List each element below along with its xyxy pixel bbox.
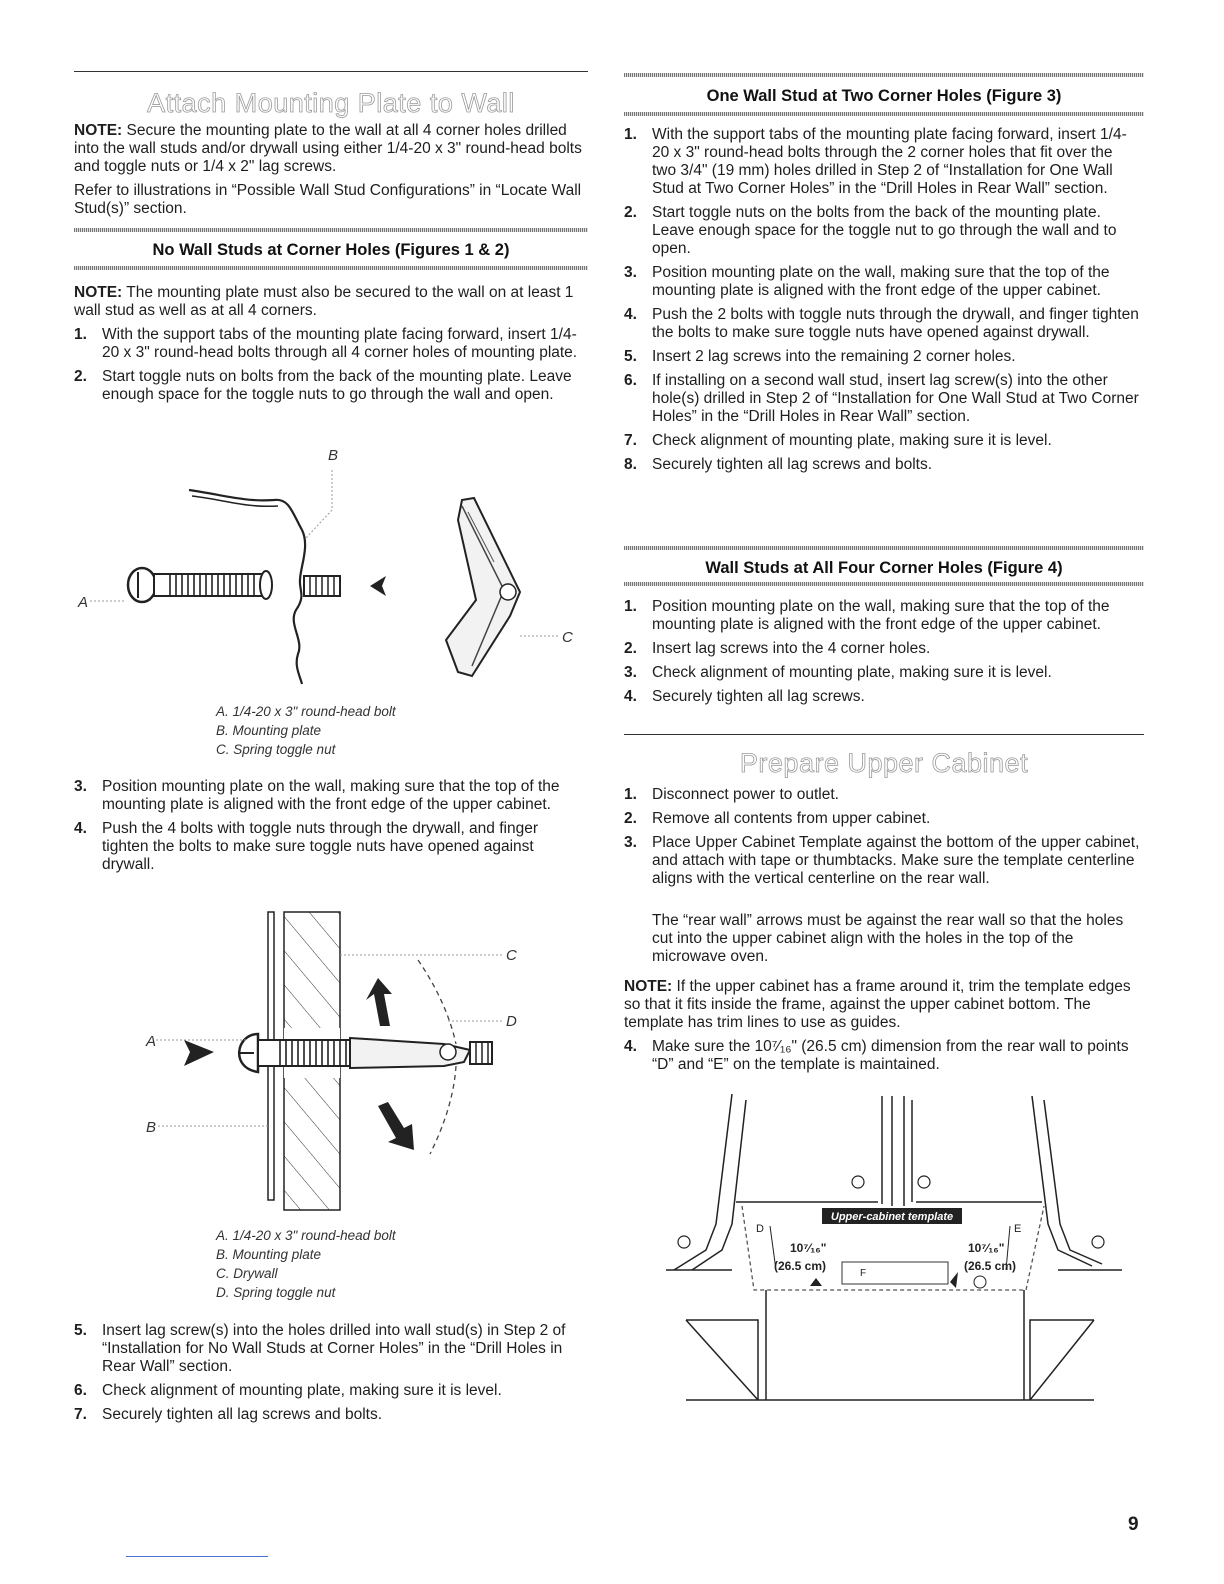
rotation-path-lower [430, 1066, 456, 1154]
list-item [74, 820, 586, 874]
note3-label: NOTE: [624, 978, 673, 995]
section3-steps [624, 786, 1140, 894]
steps-list-a [74, 326, 586, 410]
caption-line: C. Drywall [216, 1266, 278, 1281]
template-hole-circle [974, 1276, 986, 1288]
step-text: Push the 2 bolts with toggle nuts through the drywall, and finger tighten the bolts to make sure toggle nuts have opened against drywall. [652, 306, 1139, 341]
note3-text: If the upper cabinet has a frame around it, trim the template edges so that it fits inside the frame, against the upper cabinet bottom. The template has trim lines to use as guides. [624, 978, 1131, 1031]
label-f: F [860, 1268, 867, 1279]
note2-label: NOTE: [74, 284, 123, 301]
subsection-title-one-stud: One Wall Stud at Two Corner Holes (Figure 3) [706, 87, 1062, 105]
figure1-captions [216, 702, 396, 759]
hatch-rule [74, 266, 588, 270]
list-item [624, 664, 1140, 682]
step-number: 2. [74, 368, 87, 385]
list-item [624, 688, 1140, 706]
microwave-left [686, 1320, 758, 1400]
step-text: Push the 4 bolts with toggle nuts through the drywall, and finger tighten the bolts to make sure toggle nuts have opened against drywall. [102, 820, 538, 873]
section-rule [624, 734, 1144, 735]
note3-paragraph [624, 978, 1140, 1032]
note-label: NOTE: [74, 122, 123, 139]
figure2-label-b: B [146, 1119, 157, 1136]
steps-list-c [74, 1322, 586, 1430]
section2-steps [624, 598, 1140, 712]
step-text: Check alignment of mounting plate, making sure it is level. [652, 664, 1052, 681]
note2-paragraph [74, 284, 586, 320]
figure1-label-a: A [78, 594, 89, 611]
refer-paragraph: Refer to illustrations in “Possible Wall Stud Configurations” in “Locate Wall Stud(s)” section. [74, 182, 582, 217]
step-number: 4. [624, 1038, 637, 1055]
toggle-nut-hole [500, 584, 516, 600]
note-text: Secure the mounting plate to the wall at all 4 corner holes drilled into the wall studs and/or drywall using either 1/4-20 x 3" round-head bolts and toggle nuts or 1/4 x 2" lag screws. [74, 122, 582, 175]
list-item [624, 204, 1140, 258]
step-number: 4. [74, 820, 87, 837]
rear-wall-paragraph: The “rear wall” arrows must be against the rear wall so that the holes cut into the upper cabinet align with the holes in the top of the microwave oven. [652, 912, 1124, 965]
step-text: Insert 2 lag screws into the remaining 2 corner holes. [652, 348, 1016, 365]
section-title-attach: Attach Mounting Plate to Wall [147, 88, 515, 118]
step-number: 1. [74, 326, 87, 343]
step-number: 3. [624, 664, 637, 681]
section-title-prepare: Prepare Upper Cabinet [739, 748, 1029, 778]
direction-arrow-icon [370, 576, 386, 596]
caption-line: A. 1/4-20 x 3" round-head bolt [216, 704, 396, 719]
knob-circle [852, 1176, 864, 1188]
list-item [74, 368, 586, 404]
knob-circle [678, 1236, 690, 1248]
template-inner-box [842, 1262, 948, 1284]
knob-circle [1092, 1236, 1104, 1248]
step-number: 3. [74, 778, 87, 795]
step-number: 5. [74, 1322, 87, 1339]
figure2-captions [216, 1226, 396, 1302]
step-number: 6. [74, 1382, 87, 1399]
step-number: 3. [624, 264, 637, 281]
list-item [624, 432, 1140, 450]
step-number: 2. [624, 640, 637, 657]
knob-circle [918, 1176, 930, 1188]
figure2-label-c: C [506, 947, 517, 964]
step-text: Securely tighten all lag screws. [652, 688, 865, 705]
rotate-up-arrow-icon [366, 978, 392, 1026]
caption-line: B. Mounting plate [216, 1247, 322, 1262]
marker-arrow-icon [810, 1278, 822, 1286]
label-d: D [756, 1223, 764, 1235]
subsection-title-four-studs: Wall Studs at All Four Corner Holes (Figure 4) [705, 559, 1063, 577]
hatch-rule [624, 546, 1144, 550]
list-item [624, 834, 1140, 888]
label-e: E [1014, 1223, 1022, 1235]
step-text: Insert lag screw(s) into the holes drilled into wall stud(s) in Step 2 of “Installation for No Wall Studs at Corner Holes” in the “Drill Holes in Rear Wall” section. [102, 1322, 566, 1375]
step-text: If installing on a second wall stud, insert lag screw(s) into the other hole(s) drilled in Step 2 of “Installation for One Wall Stud at Two Corner Holes” in the “Drill Holes in Rear Wall” section. [652, 372, 1139, 425]
top-rule [74, 71, 588, 72]
step-text: Start toggle nuts on the bolts from the back of the mounting plate. Leave enough space for the toggle nut to go through the wall and to open. [652, 204, 1117, 257]
footer-rule [126, 1556, 268, 1557]
step-text: With the support tabs of the mounting plate facing forward, insert 1/4-20 x 3" round-head bolts through the 2 corner holes that fit over the two 3/4" (19 mm) holes drilled in Step 2 of “Installation for One Wall Stud at Two Corner Holes” in the “Drill Holes in Rear Wall” section. [652, 126, 1127, 197]
step-text: Check alignment of mounting plate, making sure it is level. [652, 432, 1052, 449]
hatch-rule [624, 112, 1144, 116]
step-text: Insert lag screws into the 4 corner holes. [652, 640, 931, 657]
cabinet-left-edge-inner [692, 1100, 746, 1270]
list-item [624, 456, 1140, 474]
rotation-path-upper [418, 960, 456, 1044]
step-text: Start toggle nuts on bolts from the back of the mounting plate. Leave enough space for the toggle nuts to go through the wall and open. [102, 368, 572, 403]
figure1-label-b: B [328, 447, 339, 464]
microwave-right [1030, 1320, 1094, 1400]
dim-left: 10⁷⁄₁₆" [790, 1241, 827, 1255]
step-number: 3. [624, 834, 637, 851]
list-item [624, 126, 1140, 198]
bolt-shaft [154, 574, 268, 596]
step-number: 2. [624, 204, 637, 221]
dim-right-cm: (26.5 cm) [964, 1259, 1017, 1273]
list-item [624, 598, 1140, 634]
step-number: 2. [624, 810, 637, 827]
step-text: Place Upper Cabinet Template against the bottom of the upper cabinet, and attach with tape or thumbtacks. Make sure the template centerline aligns with the vertical centerline on the rear wall. [652, 834, 1140, 887]
hatch-rule [624, 582, 1144, 586]
list-item [624, 810, 1140, 828]
step-text: Position mounting plate on the wall, making sure that the top of the mounting plate is aligned with the front edge of the upper cabinet. [652, 598, 1110, 633]
figure2-label-d: D [506, 1013, 517, 1030]
bolt-collar [260, 571, 272, 599]
caption-line: D. Spring toggle nut [216, 1285, 336, 1300]
note2-text: The mounting plate must also be secured to the wall on at least 1 wall stud as well as at all 4 corners. [74, 284, 574, 319]
marker-arrow-icon [950, 1272, 958, 1288]
list-item [624, 348, 1140, 366]
figure-3-upper-cabinet [646, 1094, 1142, 1414]
step-text: Securely tighten all lag screws and bolts. [102, 1406, 383, 1423]
step-number: 5. [624, 348, 637, 365]
step-number: 4. [624, 688, 637, 705]
bolt-threads [170, 574, 254, 596]
push-arrow-icon [184, 1040, 214, 1066]
list-item [624, 264, 1140, 300]
step-number: 6. [624, 372, 637, 389]
caption-line: B. Mounting plate [216, 723, 322, 738]
step-text: Check alignment of mounting plate, making sure it is level. [102, 1382, 502, 1399]
figure-2-installed-toggle [74, 906, 588, 1226]
list-item [74, 1322, 586, 1376]
steps-list-b [74, 778, 586, 880]
step-number: 1. [624, 598, 637, 615]
step-text: Position mounting plate on the wall, making sure that the top of the mounting plate is aligned with the front edge of the upper cabinet. [652, 264, 1110, 299]
list-item [624, 1038, 1140, 1074]
figure-1-toggle-bolt [74, 440, 588, 700]
template-label: Upper-cabinet template [830, 1211, 954, 1223]
step-number: 8. [624, 456, 637, 473]
cabinet-right-edge [1032, 1096, 1092, 1266]
step-text: Make sure the 10⁷⁄₁₆" (26.5 cm) dimension from the rear wall to points “D” and “E” on the template is maintained. [652, 1038, 1129, 1073]
step-text: Remove all contents from upper cabinet. [652, 810, 931, 827]
list-item [74, 326, 586, 362]
list-item [74, 1406, 586, 1424]
step-number: 7. [74, 1406, 87, 1423]
step-text: Disconnect power to outlet. [652, 786, 839, 803]
section1-steps [624, 126, 1140, 480]
leader-line [306, 510, 332, 538]
hatch-rule [74, 228, 588, 232]
rotate-down-arrow-icon [378, 1102, 414, 1150]
step-text: With the support tabs of the mounting plate facing forward, insert 1/4-20 x 3" round-head bolts through all 4 corner holes of mounting plate. [102, 326, 578, 361]
list-item [624, 786, 1140, 804]
list-item [624, 640, 1140, 658]
list-item [624, 372, 1140, 426]
step-text: Position mounting plate on the wall, making sure that the top of the mounting plate is aligned with the front edge of the upper cabinet. [102, 778, 560, 813]
dim-left-cm: (26.5 cm) [774, 1259, 827, 1273]
step-number: 1. [624, 786, 637, 803]
list-item [74, 1382, 586, 1400]
page-number: 9 [1128, 1514, 1139, 1535]
bolt-head [128, 568, 156, 602]
section3-step4 [624, 1038, 1140, 1080]
list-item [74, 778, 586, 814]
hatch-rule [624, 73, 1144, 77]
caption-line: C. Spring toggle nut [216, 742, 336, 757]
toggle-nut-hole [440, 1044, 456, 1060]
list-item [624, 306, 1140, 342]
step-number: 4. [624, 306, 637, 323]
subsection-title-no-studs: No Wall Studs at Corner Holes (Figures 1 & 2) [152, 241, 510, 259]
caption-line: A. 1/4-20 x 3" round-head bolt [216, 1228, 396, 1243]
note-paragraph [74, 122, 584, 176]
step-number: 1. [624, 126, 637, 143]
figure1-label-c: C [562, 629, 573, 646]
step-number: 7. [624, 432, 637, 449]
dim-right: 10⁷⁄₁₆" [968, 1241, 1005, 1255]
step-text: Securely tighten all lag screws and bolts. [652, 456, 933, 473]
figure2-label-a: A [146, 1033, 157, 1050]
